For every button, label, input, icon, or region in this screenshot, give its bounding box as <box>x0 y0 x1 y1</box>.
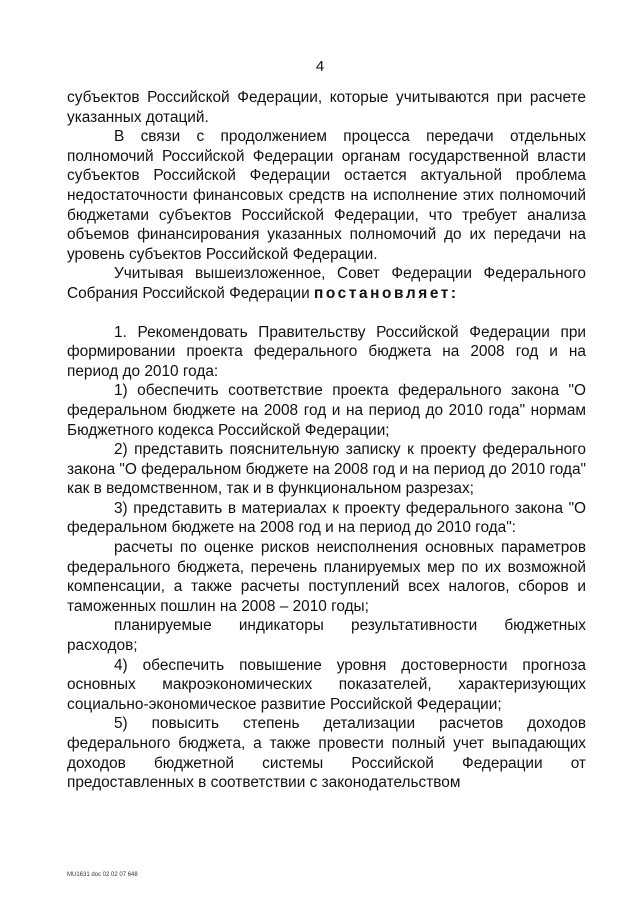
paragraph-11: 5) повысить степень детализации расчетов доходов федерального бюджета, а также провести полный учет выпадающих доходов бюджетной системы Российской Федерации от предоставленных в соответствии с законодательством <box>67 715 586 792</box>
document-body <box>67 88 586 793</box>
paragraph-6: 2) представить пояснительную записку к проекту федерального закона "О федеральном бюджете на 2008 год и на период до 2010 года" как в ведомственном, так и в функциональном разрезах; <box>67 441 586 498</box>
decree-word: постановляет: <box>313 284 459 302</box>
footer-file-info: МU1631 doc 02 02 07 648 <box>67 872 138 878</box>
page-number: 4 <box>315 58 325 75</box>
paragraph-1: субъектов Российской Федерации, которые учитываются при расчете указанных дотаций. <box>67 89 586 126</box>
paragraph-2: В связи с продолжением процесса передачи отдельных полномочий Российской Федерации органам государственной власти субъектов Российской Федерации остается актуальной проблема недостаточности финансовых средств на исполнение этих полномочий бюджетами субъектов Российской Федерации, что требует анализа объемов финансирования указанных полномочий до их передачи на уровень субъектов Российской Федерации. <box>67 128 586 263</box>
paragraph-7: 3) представить в материалах к проекту федерального закона "О федеральном бюджете на 2008 год и на период до 2010 года": <box>67 499 586 537</box>
paragraph-3-text: Учитывая вышеизложенное, Совет Федерации Федерального Собрания Российской Федерации <box>67 265 586 302</box>
paragraph-8: расчеты по оценке рисков неисполнения основных параметров федерального бюджета, перечень планируемых мер по их возможной компенсации, а также расчеты поступлений всех налогов, сборов и таможенных пошлин на 2008 – 2010 годы; <box>67 539 586 615</box>
paragraph-10: 4) обеспечить повышение уровня достоверности прогноза основных макроэкономических показателей, характеризующих социально-экономическое развитие Российской Федерации; <box>67 656 586 713</box>
paragraph-3 <box>67 264 586 303</box>
paragraph-5: 1) обеспечить соответствие проекта федерального закона "О федеральном бюджете на 2008 год и на период до 2010 года" нормам Бюджетного кодекса Российской Федерации; <box>67 382 586 439</box>
paragraph-9: планируемые индикаторы результативности бюджетных расходов; <box>67 617 586 655</box>
paragraph-4: 1. Рекомендовать Правительству Российской Федерации при формировании проекта федерального бюджета на 2008 год и на период до 2010 года: <box>67 323 586 380</box>
